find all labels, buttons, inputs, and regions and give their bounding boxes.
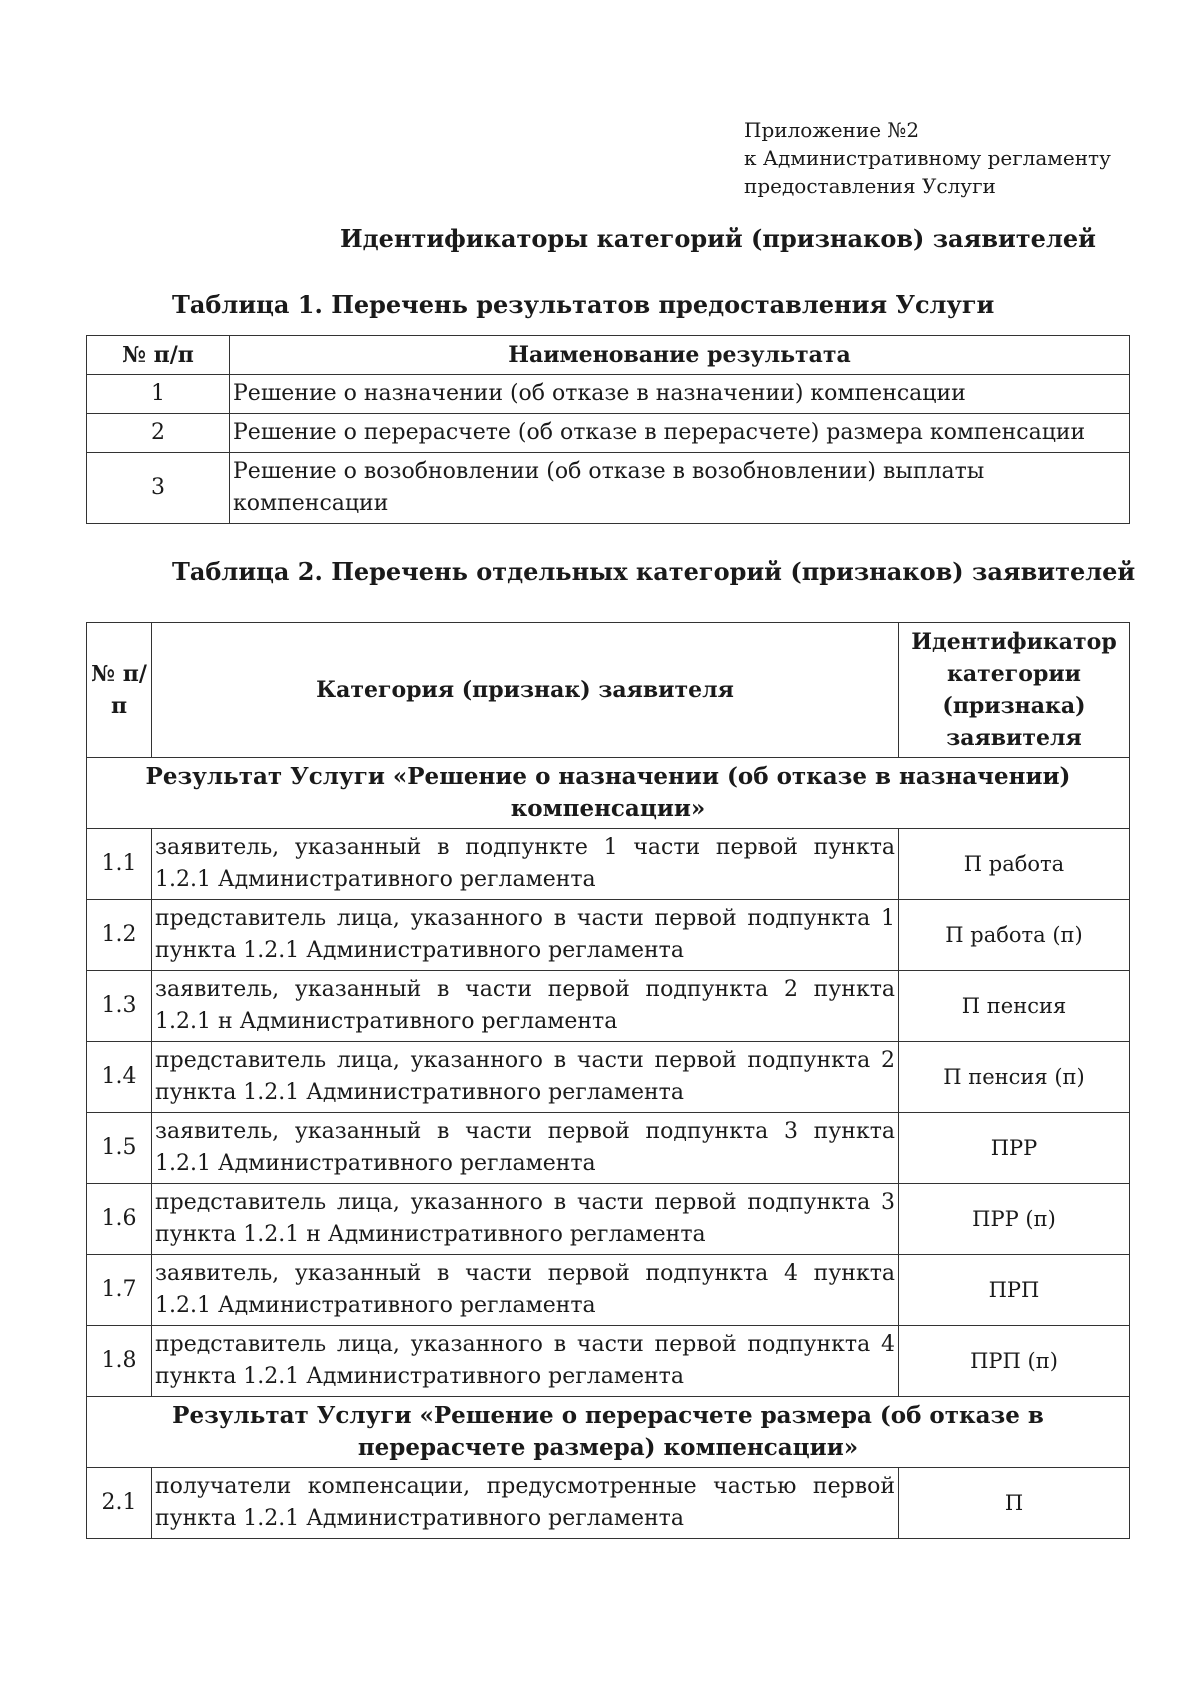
table-row — [87, 1255, 1130, 1326]
table-row — [87, 1042, 1130, 1113]
row-number: 1.1 — [87, 829, 152, 900]
category-identifier: ПРР — [899, 1113, 1130, 1184]
result-name: Решение о возобновлении (об отказе в возобновлении) выплаты компенсации — [230, 453, 1130, 524]
category-text: представитель лица, указанного в части первой подпункта 4 пункта 1.2.1 Административного регламента — [152, 1326, 899, 1397]
header-category: Категория (признак) заявителя — [152, 623, 899, 758]
table-row — [87, 971, 1130, 1042]
category-identifier: П работа — [899, 829, 1130, 900]
table1-caption: Таблица 1. Перечень результатов предоставления Услуги — [172, 290, 995, 319]
header-number: № п/п — [87, 336, 230, 375]
table-row — [87, 1468, 1130, 1539]
categories-table — [86, 622, 1130, 1539]
category-identifier: П работа (п) — [899, 900, 1130, 971]
header-identifier: Идентификатор категории (признака) заявителя — [899, 623, 1130, 758]
row-number: 3 — [87, 453, 230, 524]
table-row — [87, 1326, 1130, 1397]
category-text: представитель лица, указанного в части первой подпункта 2 пункта 1.2.1 Административного регламента — [152, 1042, 899, 1113]
results-table — [86, 335, 1130, 524]
table-row — [87, 414, 1130, 453]
table-header-row — [87, 623, 1130, 758]
table-row — [87, 453, 1130, 524]
header-number: № п/п — [87, 623, 152, 758]
row-number: 1.4 — [87, 1042, 152, 1113]
category-text: заявитель, указанный в части первой подпункта 2 пункта 1.2.1 н Административного регламента — [152, 971, 899, 1042]
result-name: Решение о перерасчете (об отказе в перерасчете) размера компенсации — [230, 414, 1130, 453]
row-number: 1.8 — [87, 1326, 152, 1397]
row-number: 2 — [87, 414, 230, 453]
row-number: 1.7 — [87, 1255, 152, 1326]
category-identifier: ПРП — [899, 1255, 1130, 1326]
category-identifier: ПРР (п) — [899, 1184, 1130, 1255]
category-text: заявитель, указанный в подпункте 1 части первой пункта 1.2.1 Административного регламента — [152, 829, 899, 900]
category-text: представитель лица, указанного в части первой подпункта 1 пункта 1.2.1 Административного регламента — [152, 900, 899, 971]
category-identifier: П пенсия (п) — [899, 1042, 1130, 1113]
row-number: 1 — [87, 375, 230, 414]
category-text: заявитель, указанный в части первой подпункта 3 пункта 1.2.1 Административного регламента — [152, 1113, 899, 1184]
category-text: представитель лица, указанного в части первой подпункта 3 пункта 1.2.1 н Административного регламента — [152, 1184, 899, 1255]
appendix-note — [744, 116, 1111, 200]
table-row — [87, 375, 1130, 414]
table-header-row — [87, 336, 1130, 375]
row-number: 2.1 — [87, 1468, 152, 1539]
category-identifier: П пенсия — [899, 971, 1130, 1042]
category-identifier: П — [899, 1468, 1130, 1539]
row-number: 1.3 — [87, 971, 152, 1042]
section-heading-1: Результат Услуги «Решение о назначении (об отказе в назначении) компенсации» — [87, 758, 1130, 829]
table-row — [87, 829, 1130, 900]
row-number: 1.2 — [87, 900, 152, 971]
section-heading-2: Результат Услуги «Решение о перерасчете размера (об отказе в перерасчете размера) компенсации» — [87, 1397, 1130, 1468]
table-row — [87, 1184, 1130, 1255]
document-title: Идентификаторы категорий (признаков) заявителей — [340, 224, 1096, 253]
header-result-name: Наименование результата — [230, 336, 1130, 375]
appendix-line-2: к Административному регламенту — [744, 146, 1111, 170]
row-number: 1.6 — [87, 1184, 152, 1255]
row-number: 1.5 — [87, 1113, 152, 1184]
appendix-line-1: Приложение №2 — [744, 118, 920, 142]
result-name: Решение о назначении (об отказе в назначении) компенсации — [230, 375, 1130, 414]
category-text: получатели компенсации, предусмотренные частью первой пункта 1.2.1 Административного регламента — [152, 1468, 899, 1539]
category-text: заявитель, указанный в части первой подпункта 4 пункта 1.2.1 Административного регламента — [152, 1255, 899, 1326]
category-identifier: ПРП (п) — [899, 1326, 1130, 1397]
appendix-line-3: предоставления Услуги — [744, 174, 996, 198]
table-row — [87, 1113, 1130, 1184]
table-row — [87, 900, 1130, 971]
table2-caption: Таблица 2. Перечень отдельных категорий (признаков) заявителей — [172, 557, 1136, 586]
section-row — [87, 1397, 1130, 1468]
section-row — [87, 758, 1130, 829]
